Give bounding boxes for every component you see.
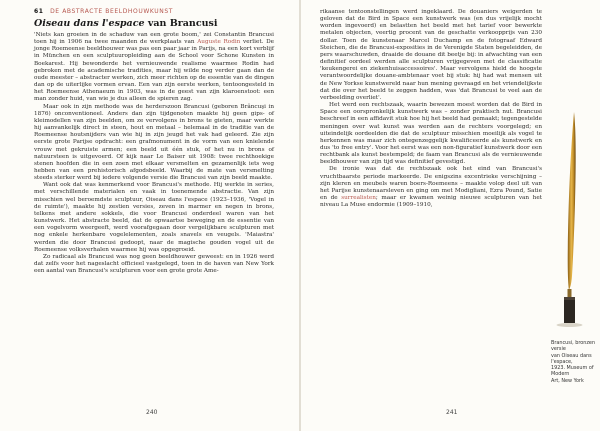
caption-line: Art, New York (551, 377, 584, 384)
paragraph: rikaanse tentoonstellingen werd ingeklaard. De douaniers weigerden te geloven dat de Bird in Space een kunstwerk was (en dus vrijelijk mocht worden ingevoerd) en belastten het beeld met het tarief voor bewerkte metalen objecten, veertig procent van de geschatte verkoopprijs van 230 dollar. Toen de kunstenaar Marcel Duchamp en de fotograaf Edward Steichen, die de Brancusi-exposities in de Verenigde Staten begeleidden, de pers waarschuwden, draaide de douane dit beetje bij: in afwachting van een definitief oordeel werden alle sculpturen vrijgegeven met de classificatie 'keukengerei en ziekenhuisaccessoires'. Maar vervolgens hield de hoogste verantwoordelijke douane-ambtenaar voet bij stuk: hij had wat mensen uit de New Yorkse kunstwereld naar hun mening gevraagd en het vriendelijkste dat die over het beeld te zeggen hadden, was 'dat Brancusi te veel aan de verbeelding overliet'. (320, 9, 542, 101)
running-head (34, 8, 173, 15)
bronze-bird-sculpture-icon (552, 108, 588, 334)
essay-title-rest: van Brancusi (144, 18, 218, 29)
crossref-link[interactable]: Auguste Rodin (197, 39, 241, 46)
paragraph: Het werd een rechtszaak, waarin bewezen moest worden dat de Bird in Space een oorspronkelijk kunstwerk was – zonder praktisch nut. Brancusi beschreef in een affidavit stuk hoe hij het beeld had gemaakt; tegengestelde meningen over wat kunst was werden aan de rechters voorgelegd; en uiteindelijk oordeelden die dat de sculptuur misschien moeilijk als vogel te herkennen was maar zich ontegenzeggelijk kwalificeerde als kunstwerk en dus 'to free entry'. Voor het eerst was een non-figuratief kunstwerk door een rechtbank als kunst bestempeld; de faam van Brancusi als de vernieuwende beeldhouwer van zijn tijd was definitief gevestigd. (320, 102, 542, 166)
paragraph: De ironie was dat de rechtszaak ook het eind van Brancusi's vruchtbaarste periode markeerde. De enigszins excentrieke verschijning – zijn kleren en meubels waren boers-Roemeens – maakte volop deel uit van het Parijse kunstenaarsleven en ging om met Modigliani, Ezra Pound, Satie en de surrealisten; maar er kwamen weinig nieuwe sculpturen van het niveau La Muse endormie (1909–1910, (320, 166, 542, 209)
caption-line: Brancusi, bronzen versie (551, 340, 596, 353)
right-body-text (320, 9, 542, 209)
left-page (0, 0, 299, 431)
left-body-text (34, 32, 274, 275)
caption-line: 1923. Museum of Modern (551, 365, 594, 378)
caption-line: van Oiseau dans l'espace, (551, 352, 592, 365)
figure-caption (551, 340, 598, 384)
essay-title-italic: Oiseau dans l'espace (34, 18, 145, 29)
paragraph: Zo radicaal als Brancusi was nog geen beeldhouwer geweest: en in 1926 werd dat zelfs voor het nageslacht officieel vastgelegd, toen in de haven van New York een aantal van Brancusi's sculpturen voor een grote grote Ame- (34, 253, 274, 275)
crossref-link[interactable]: surrealisten (341, 195, 376, 202)
essay-title (34, 18, 218, 29)
folio-left: 240 (146, 409, 158, 416)
folio-right: 241 (446, 409, 458, 416)
paragraph: 'Niets kan groeien in de schaduw van een grote boom,' zei Constantin Brancusi toen hij in 1906 na twee maanden de werkplaats van Auguste Rodin verliet. De jonge Roemeense beeldhouwer was pas een paar jaar in Parijs, na een kort verblijf in München en een sculptuuropleiding aan de School voor Schone Kunsten in Boekarest. Hij bewonderde het vernieuwende realisme waarmee Rodin had gebroken met de academische tradities, maar hij wilde nog verder gaan dan de oude meester – abstracter werken, zich meer richten op de essentie van de dingen dan op de uiterlijke vormen ervan. Een van zijn eerste werken, tentoongesteld in het Roemeense Athenaeum in 1903, was in de geest van zijn klaroenstoot: een man zonder huid, van wie je dus alleen de spieren zag. (34, 32, 274, 103)
paragraph: Maar ook in zijn methode was de herderszoon Brancusi (geboren Brâncuşi in 1876) onconventioneel. Anders dan zijn tijdgenoten maakte hij geen gips- of kleimodellen van zijn beelden, om ze vervolgens in brons te gieten, maar werkte hij aanvankelijk direct in steen, hout en metaal – helemaal in de traditie van de Roemeense houtsnijders van wie hij in zijn jeugd het vak had geleerd. Zie zijn eerste grote Parijse opdracht: een grafmonument in de vorm van een knielende vrouw met gekruiste armen; een beeld uit één stuk, of het nu in brons of natuursteen is uitgevoerd. Of kijk naar Le Baiser uit 1908: twee rechthoekige stenen hoofden die in een zoen met elkaar versmelten en gezamenlijk iets weg hebben van een prehistorisch afgodsbeeld. Waarbij de mate van versmelting steeds sterker werd bij iedere volgende versie die Brancusi van zijn beeld maakte. (34, 103, 274, 182)
page-number: 61 (34, 8, 44, 15)
paragraph: Want ook dat was kenmerkend voor Brancusi's methode. Hij werkte in series, met verschillende materialen en vaak in toenemende abstractie. Van zijn misschien wel beroemdste sculptuur, Oiseau dans l'espace (1923–1936, 'Vogel in de ruimte'), maakte hij zestien versies, zeven in marmer en negen in brons, telkens met andere sokkels, die voor Brancusi onderdeel waren van het kunstwerk. Het abstracte beeld, dat de opwaartse beweging en de essentie van een vogelvorm weergeeft, werd voorafgegaan door vergelijkbare sculpturen met nog enkele herkenbare vogelelementen, zoals snavels en veugels. 'Maiastra' werden die door Brancusi gedoopt, naar de magische gouden vogel uit de Roemeense volksverhalen waarmee hij was opgegroeid. (34, 182, 274, 253)
section-label: DE ABSTRACTE BEELDHOUWKUNST (50, 8, 174, 15)
